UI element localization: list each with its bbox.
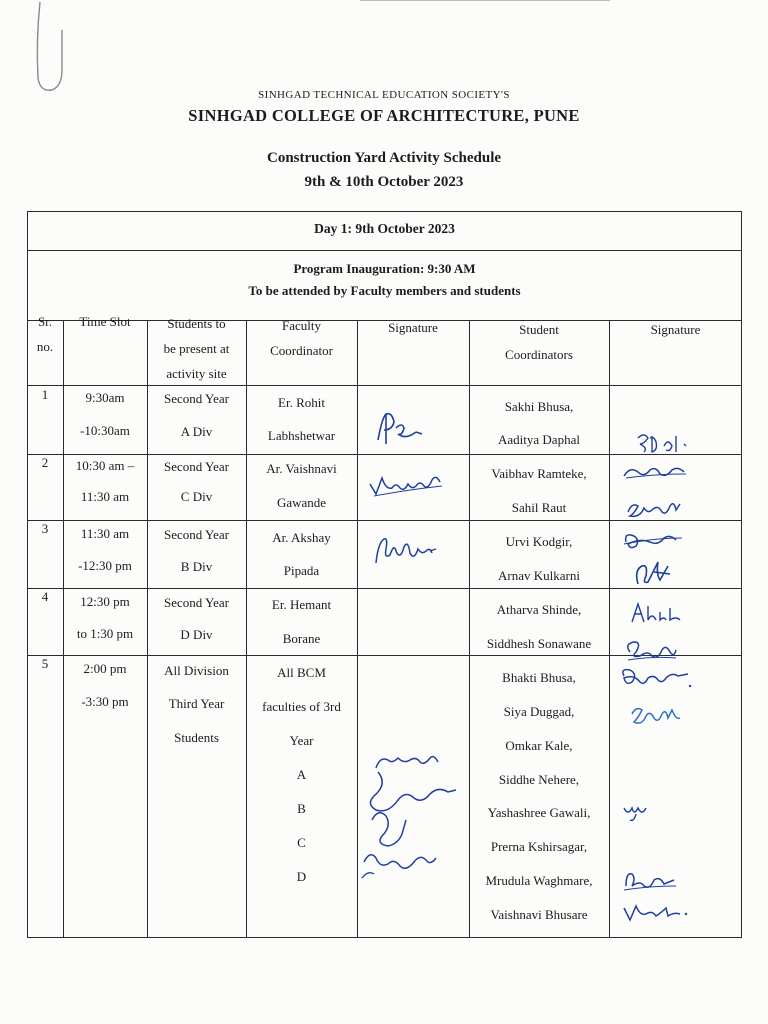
row-2-time: 10:30 am –	[75, 458, 135, 473]
row-5-coordinators: Siddhe Nehere,	[498, 772, 580, 787]
faculty-signature-row-3	[370, 533, 445, 573]
faculty-signature-row-1	[372, 410, 432, 450]
row-3-time: -12:30 pm	[78, 558, 132, 573]
row-4-time: to 1:30 pm	[76, 626, 134, 641]
row-4-sr: 4	[41, 589, 49, 604]
row-2-students: C Div	[180, 489, 213, 504]
col-header-time: Time Slot	[79, 314, 131, 329]
row-1-students: Second Year	[164, 391, 229, 406]
student-signature-row-2b	[624, 494, 694, 522]
row-2-faculty: Ar. Vaishnavi	[266, 461, 337, 476]
col-divider	[609, 320, 610, 938]
row-1-students: A Div	[180, 424, 213, 439]
row-2-coordinators: Vaibhav Ramteke,	[491, 466, 587, 481]
row-2-coordinators: Sahil Raut	[511, 500, 567, 515]
row-5-faculty: Year	[289, 733, 314, 748]
faculty-signature-row-5	[358, 750, 468, 900]
row-5-coordinators: Siya Duggad,	[503, 704, 575, 719]
row-1-faculty: Er. Rohit	[278, 395, 325, 410]
row-2-sr: 2	[41, 455, 49, 470]
row-5-faculty: D	[296, 869, 307, 884]
row-1-coordinators: Aaditya Daphal	[498, 432, 580, 447]
row-2-students: Second Year	[164, 459, 229, 474]
row-5-coordinators: Bhakti Bhusa,	[502, 670, 576, 685]
row-5-time: 2:00 pm	[83, 661, 127, 676]
row-3-faculty: Ar. Akshay	[272, 530, 331, 545]
col-header-faculty: Coordinator	[270, 343, 333, 358]
student-signature-row-1	[634, 428, 704, 456]
col-header-students: Students to	[167, 316, 226, 331]
row-divider	[27, 588, 742, 589]
col-header-student-coord: Student	[519, 322, 559, 337]
row-5-coordinators: Omkar Kale,	[505, 738, 573, 753]
student-signature-row-5c	[620, 800, 650, 824]
row-3-coordinators: Urvi Kodgir,	[505, 534, 573, 549]
student-signature-row-3b	[628, 556, 678, 588]
row-5-sr: 5	[41, 656, 49, 671]
schedule-title: Construction Yard Activity Schedule	[266, 150, 502, 166]
row-2-faculty: Gawande	[276, 495, 327, 510]
college-name: SINHGAD COLLEGE OF ARCHITECTURE, PUNE	[188, 106, 580, 125]
inauguration-time: Program Inauguration: 9:30 AM	[293, 261, 476, 276]
row-1-faculty: Labhshetwar	[267, 428, 336, 443]
society-name: SINHGAD TECHNICAL EDUCATION SOCIETY'S	[258, 89, 510, 101]
row-1-coordinators: Sakhi Bhusa,	[504, 399, 574, 414]
col-header-sr: Sr.	[37, 314, 53, 329]
faculty-signature-row-2	[366, 470, 446, 500]
student-signature-row-3a	[620, 528, 690, 554]
row-1-time: -10:30am	[80, 423, 130, 438]
student-signature-row-5a	[616, 664, 696, 694]
row-5-students: All Division	[164, 663, 229, 678]
row-5-coordinators: Mrudula Waghmare,	[485, 873, 593, 888]
row-5-coordinators: Yashashree Gawali,	[487, 805, 591, 820]
inauguration-note: To be attended by Faculty members and students	[248, 283, 521, 298]
row-5-students: Third Year	[168, 696, 225, 711]
row-3-time: 11:30 am	[80, 526, 130, 541]
student-signature-row-5d	[620, 866, 680, 894]
row-divider	[27, 385, 742, 386]
col-header-signature2: Signature	[650, 322, 701, 337]
row-1-time: 9:30am	[85, 390, 125, 405]
student-signature-row-4b	[622, 634, 682, 664]
row-4-students: Second Year	[164, 595, 229, 610]
col-header-faculty: Faculty	[282, 318, 321, 333]
row-3-coordinators: Arnav Kulkarni	[498, 568, 580, 583]
row-4-coordinators: Siddhesh Sonawane	[486, 636, 592, 651]
top-edge-line	[360, 0, 610, 1]
row-4-faculty: Borane	[282, 631, 321, 646]
row-5-faculty: faculties of 3rd	[262, 699, 341, 714]
student-signature-row-5b	[628, 700, 688, 730]
col-header-student-coord: Coordinators	[505, 347, 573, 362]
student-signature-row-5e	[618, 898, 694, 926]
row-2-time: 11:30 am	[80, 489, 130, 504]
row-3-students: Second Year	[164, 527, 229, 542]
student-signature-row-2a	[620, 462, 690, 486]
row-5-coordinators: Prerna Kshirsagar,	[490, 839, 588, 854]
day-banner: Day 1: 9th October 2023	[314, 221, 455, 236]
row-3-faculty: Pipada	[283, 563, 320, 578]
student-signature-row-4a	[626, 598, 686, 626]
row-5-time: -3:30 pm	[81, 694, 129, 709]
row-5-coordinators: Vaishnavi Bhusare	[490, 907, 588, 922]
col-header-students: be present at	[163, 341, 230, 356]
col-header-signature: Signature	[388, 320, 438, 335]
col-header-students: activity site	[166, 366, 227, 381]
row-5-students: Students	[174, 730, 219, 745]
row-4-faculty: Er. Hemant	[271, 597, 332, 612]
row-5-faculty: A	[296, 767, 307, 782]
row-3-students: B Div	[180, 559, 213, 574]
row-divider	[27, 250, 742, 251]
schedule-dates: 9th & 10th October 2023	[304, 174, 464, 190]
binder-clip-mark	[0, 0, 80, 100]
row-5-faculty: B	[297, 801, 306, 816]
row-5-faculty: All BCM	[277, 665, 326, 680]
row-1-sr: 1	[41, 387, 49, 402]
row-4-students: D Div	[180, 627, 213, 642]
row-3-sr: 3	[41, 521, 49, 536]
row-4-coordinators: Atharva Shinde,	[496, 602, 582, 617]
col-header-sr: no.	[36, 339, 54, 354]
row-5-faculty: C	[297, 835, 306, 850]
row-4-time: 12:30 pm	[80, 594, 130, 609]
